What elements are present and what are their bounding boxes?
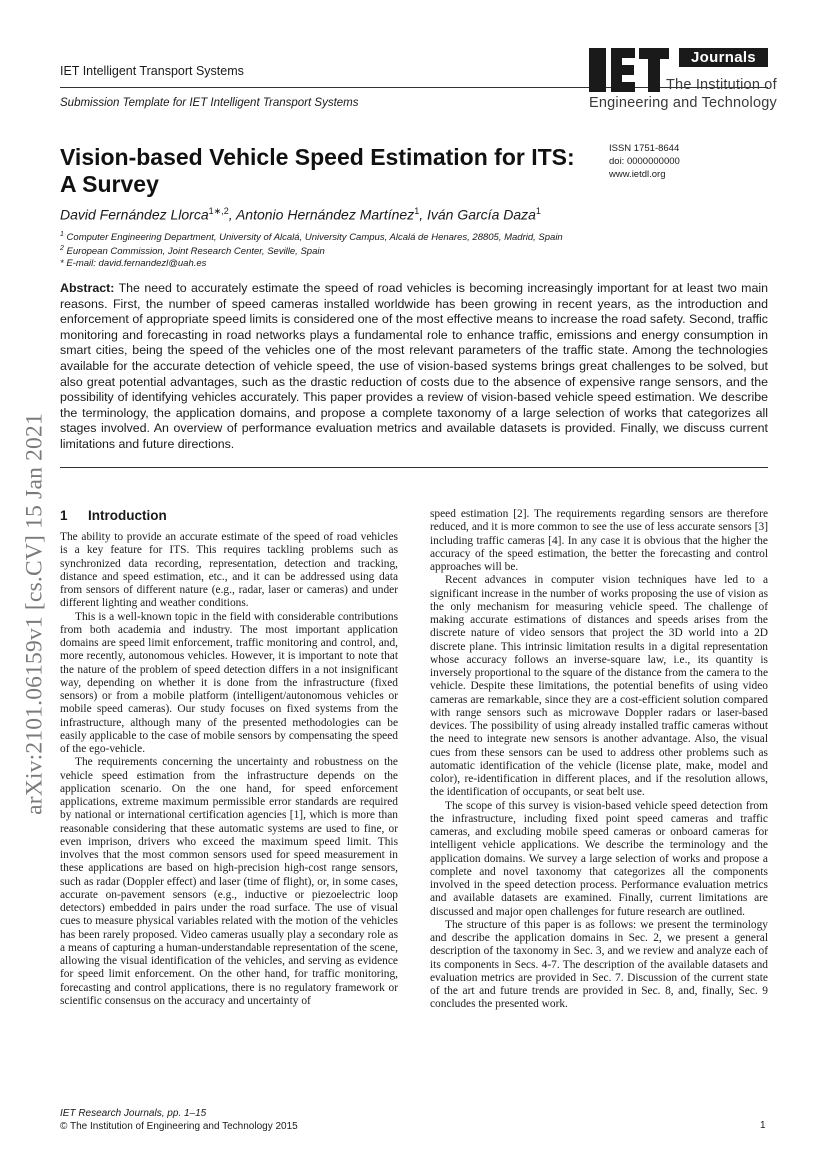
author-name: David Fernández Llorca (60, 206, 209, 223)
email-text: * E-mail: david.fernandezl@uah.es (60, 258, 207, 269)
paragraph: The scope of this survey is vision-based vehicle speed detection from the infrastructure, including fixed point speed cameras and traffic cameras, and excluding mobile speed cameras or onboard cameras for intelligent vehicle applications. We describe the terminology and the application domains. We survey a large selection of works and propose a complete and novel taxonomy that categorizes all the components involved in the speed detection process. Performance evaluation metrics and available datasets are examined. Finally, current limitations are discussed and major open challenges for future research are outlined. (430, 799, 768, 918)
author-list (60, 206, 541, 223)
section-title: Introduction (88, 508, 167, 523)
paragraph: The requirements concerning the uncertainty and robustness on the vehicle speed estimation from the infrastructure depends on the application scenario. On the one hand, for speed enforcement applications, extreme maximum permissible error standards are required by national or international certification agencies [1], which is more than reasonable considering that these automatic systems are used to fine, or even imprison, drivers who exceed the maximum speed limit. This involves that the most common sensors used for speed measurement in these applications are based on high-precision high-cost range sensors, such as radar (Doppler effect) and laser (time of flight), or, in some cases, accurate on-pavement sensors (e.g., inductive or piezoelectric loop detectors) embedded in pairs under the road surface. The use of visual cues to measure physical variables related with the motion of the vehicles has been rarely proposed. Video cameras usually play a secondary role as a means of capturing a human-understandable representation of the scene, allowing the visual identification of the vehicles, and serving as evidence for speed limit enforcement. On the other hand, for traffic monitoring, forecasting and control applications, there is no regulatory framework or scientific consensus on the accuracy and uncertainty of (60, 756, 398, 1007)
paragraph: The structure of this paper is as follows: we present the terminology and describe the application domains in Sec. 2, we present a general description of the taxonomy in Sec. 3, and we review and analyze each of its components in Secs. 4-7. The description of the available datasets and evaluation metrics are provided in Sec. 7. Discussion of the current state of the art and future trends are provided in Sec. 8, and, finally, Sec. 9 concludes the presented work. (430, 918, 768, 1011)
paper-meta (609, 142, 680, 181)
paragraph: Recent advances in computer vision techniques have led to a significant increase in the number of works proposing the use of vision as the only mechanism for measuring vehicle speed. The challenge of making accurate estimations of distances and speeds arises from the discrete nature of video sensors that project the 3D world into a 2D discrete plane. This intrinsic limitation results in a digital representation whose accuracy follows an inverse-square law, i.e., its quantity is inversely proportional to the square of the distance from the camera to the vehicle. Despite these limitations, the potential benefits of using video cameras are remarkable, since they are a cost-efficient solution compared with range sensors such as microwave Doppler radars or laser-based devices. The possibility of using already installed traffic cameras without the need to integrate new sensors is another advantage. Also, the visual cues from these sensors can be used to address other problems such as automatic identification of the vehicle (license plate, make, model and color), re-identification in different places, and if the resolution allows, the identification of occupants, or seat belt use. (430, 574, 768, 799)
website: www.ietdl.org (609, 169, 666, 180)
journal-name: IET Intelligent Transport Systems (60, 64, 244, 78)
logo-institution-line2: Engineering and Technology (589, 95, 777, 111)
author-sep: , (419, 206, 427, 223)
page-number: 1 (760, 1120, 766, 1131)
abstract (60, 281, 768, 453)
iet-logo-mark (589, 48, 669, 92)
logo-journals-badge: Journals (679, 48, 768, 67)
arxiv-stamp (17, 368, 53, 860)
affiliation (60, 231, 563, 243)
author-name: Antonio Hernández Martínez (235, 206, 415, 223)
author-affil-sup: 1 (414, 206, 420, 216)
doi: doi: 0000000000 (609, 156, 680, 167)
paragraph: The ability to provide an accurate estimate of the speed of road vehicles is a key feature for ITS. This requires tackling problems such as synchronized data recording, representation, detection and tracking, distance and speed estimation, etc., and it can be addressed using data from sensors of different nature (e.g., radar, laser or cameras) and under different lighting and weather conditions. (60, 531, 398, 610)
author-sep: , (228, 206, 236, 223)
paragraph: This is a well-known topic in the field with considerable contributions from both academia and industry. The most important application domains are speed limit enforcement, traffic monitoring and control, and, more recently, autonomous vehicles. However, it is important to note that the nature of the problem of speed detection differs in a not insignificant way, depending on whether it is done from the infrastructure (fixed sensors) or from a mobile platform (intelligent/autonomous vehicles or mobile speed cameras). Our study focuses on fixed systems from the infrastructure, although many of the presented methodologies can be easily applicable to the case of mobile sensors by compensating the speed of the ego-vehicle. (60, 610, 398, 755)
iet-logo-mark-text: IET (589, 46, 591, 47)
contact-email (60, 258, 206, 269)
author-name: Iván García Daza (426, 206, 536, 223)
footer-copyright: © The Institution of Engineering and Technology 2015 (60, 1121, 298, 1132)
affiliation (60, 245, 325, 257)
author-affil-sup: 1 (535, 206, 541, 216)
section-heading (60, 508, 167, 523)
author-affil-sup: 1∗,2 (208, 206, 229, 216)
affiliation-text: Computer Engineering Department, University of Alcalá, University Campus, Alcalá de Henares, 28805, Madrid, Spain (66, 232, 563, 244)
paper-title: Vision-based Vehicle Speed Estimation for ITS: A Survey (60, 144, 575, 197)
affiliation-sup: 2 (60, 245, 64, 252)
right-column (430, 508, 768, 1012)
logo-institution-line1: The Institution of (666, 77, 777, 93)
issn: ISSN 1751-8644 (609, 143, 680, 154)
abstract-label: Abstract: (60, 281, 115, 295)
left-column (60, 531, 398, 1008)
footer (60, 1107, 298, 1133)
section-number: 1 (60, 508, 68, 523)
affiliation-text: European Commission, Joint Research Center, Seville, Spain (66, 246, 325, 258)
template-line: Submission Template for IET Intelligent Transport Systems (60, 97, 359, 109)
abstract-rule (60, 467, 768, 468)
arxiv-stamp-text: arXiv:2101.06159v1 [cs.CV] 15 Jan 2021 (21, 413, 48, 815)
abstract-text: The need to accurately estimate the speed of road vehicles is becoming increasingly important for at least two main reasons. First, the number of speed cameras installed worldwide has been growing in recent years, as the introduction and enforcement of appropriate speed limits is considered one of the most effective means to increase the road safety. Second, traffic monitoring and forecasting in road networks plays a fundamental role to enhance traffic, emissions and energy consumption in smart cities, being the speed of the vehicles one of the most relevant parameters of the traffic state. Among the technologies available for the accurate detection of vehicle speed, the use of vision-based systems brings great challenges to be solved, but also great potential advantages, such as the drastic reduction of costs due to the absence of expensive range sensors, and the possibility of identifying vehicles accurately. This paper provides a review of vision-based vehicle speed estimation. We describe the terminology, the application domains, and propose a complete taxonomy of a large selection of works that categorizes all stages involved. An overview of performance evaluation metrics and available datasets is provided. Finally, we discuss current limitations and future directions. (60, 281, 769, 451)
footer-journal: IET Research Journals, pp. 1–15 (60, 1108, 207, 1119)
affiliation-sup: 1 (60, 231, 64, 238)
paragraph: speed estimation [2]. The requirements regarding sensors are therefore reduced, and it is more common to see the use of less accurate sensors [3] including traffic cameras [4]. In any case it is obvious that the higher the accuracy of the speed estimation, the better the forecasting and control approaches will be. (430, 508, 768, 573)
